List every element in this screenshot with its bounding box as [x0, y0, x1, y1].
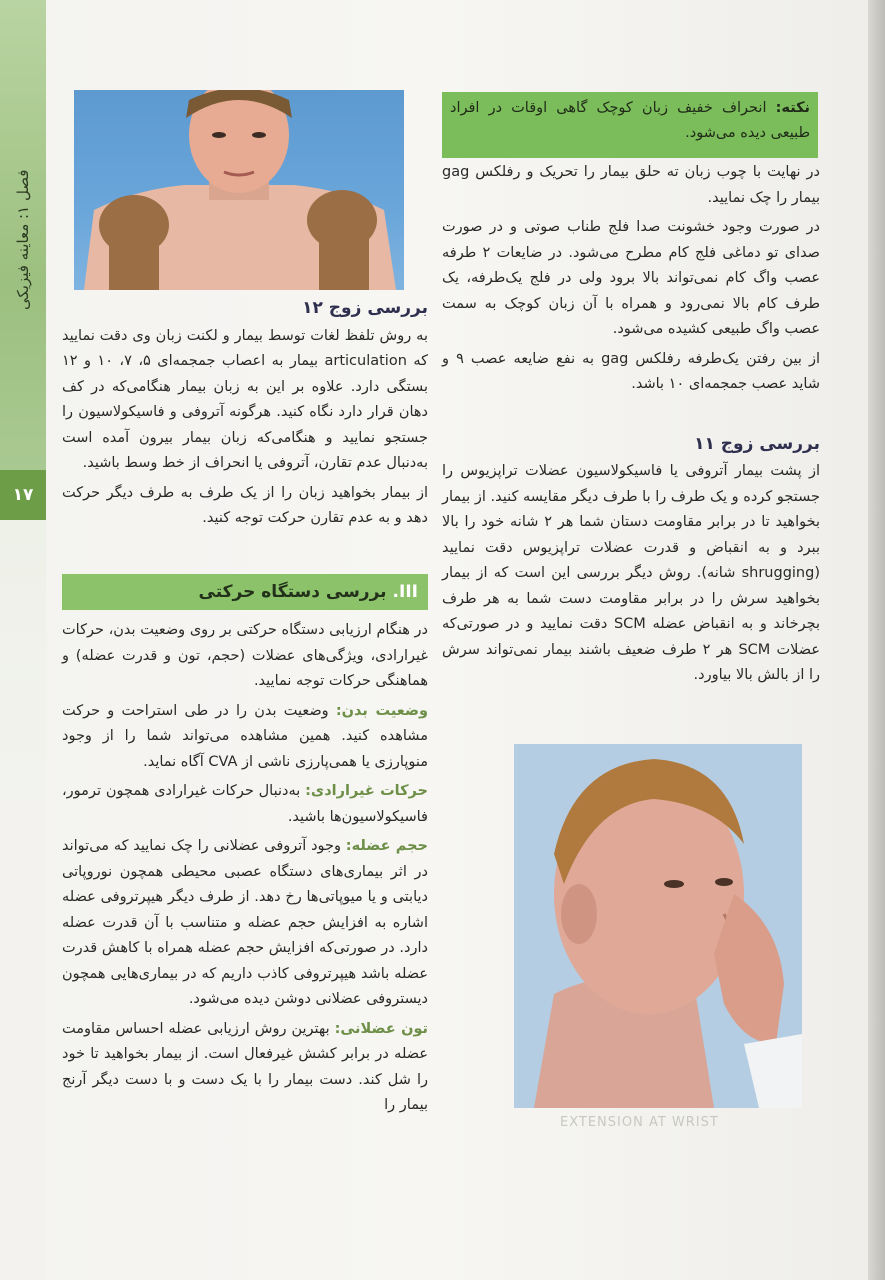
right-column	[442, 160, 820, 693]
paragraph: از بین رفتن یک‌طرفه رفلکس gag به نفع ضایعه عصب ۹ و شاید عصب جمجمه‌ای ۱۰ باشد.	[442, 350, 820, 392]
note-label: نکته:	[775, 100, 810, 116]
item-posture	[62, 699, 428, 776]
note-box	[442, 92, 818, 158]
left-column	[62, 296, 428, 536]
paragraph: به روش تلفظ لغات توسط بیمار و لکنت زبان وی دقت نمایید که articulation بیمار به اعصاب جمجمه‌ای ۵، ۷، ۱۰ و ۱۲ بستگی دارد. علاوه بر این به زبان بیمار هنگامی‌که در کف دهان قرار دارد نگاه کنید. هرگونه آتروفی و فاسیکولاسیون را جستجو نمایید و هنگامی‌که زبان بیمار بیرون آمده است به‌دنبال عدم تقارن، آتروفی یا انحراف از خط وسط باشید.	[62, 327, 428, 471]
photo-shoulder-shrug	[74, 90, 404, 290]
photo-shoulder-shrug-illustration	[74, 90, 404, 290]
heading-pair-12: بررسی زوج ۱۲	[302, 298, 428, 318]
item-bulk	[62, 834, 428, 1013]
faint-bleedthrough-text: EXTENSION AT WRIST	[560, 1115, 719, 1130]
side-strip-lower	[0, 520, 46, 1280]
page-number: ۱۷	[0, 470, 46, 520]
section-title: بررسی دستگاه حرکتی	[198, 582, 387, 602]
chapter-title: فصل ۱: معاینه فیزیکی	[14, 169, 32, 311]
note-text: انحراف خفیف زبان کوچک گاهی اوقات در افراد طبیعی دیده می‌شود.	[450, 100, 810, 141]
term: حرکات غیرارادی:	[305, 783, 428, 799]
term: حجم عضله:	[345, 838, 428, 854]
paragraph: در نهایت با چوب زبان ته حلق بیمار را تحریک و رفلکس gag بیمار را چک نمایید.	[442, 164, 820, 206]
paragraph: از بیمار بخواهید زبان را از یک طرف به طرف دیگر حرکت دهد و به عدم تقارن حرکت توجه کنید.	[62, 484, 428, 526]
item-text: وضعیت بدن را در طی استراحت و حرکت مشاهده کنید. همین مشاهده می‌تواند شما را از وجود منوپارزی یا همی‌پارزی ناشی از CVA آگاه نماید.	[62, 702, 428, 770]
heading-pair-11: بررسی زوج ۱۱	[694, 433, 820, 454]
item-text: به‌دنبال حرکات غیرارادی همچون ترمور، فاسیکولاسیون‌ها باشید.	[62, 783, 428, 825]
term: وضعیت بدن:	[335, 702, 428, 719]
item-involuntary	[62, 779, 428, 830]
paragraph: در صورت وجود خشونت صدا فلج طناب صوتی و در صورت صدای تو دماغی فلج کام مطرح می‌شود. در ضایعات ۲ طرفه عصب واگ کام نمی‌تواند بالا برود ولی در فلج یک‌طرفه، یک طرف کام بالا نمی‌رود و همراه با آن زبان کوچک به سمت عصب واگ طبیعی کشیده می‌شود.	[442, 219, 820, 337]
motor-section-body	[62, 618, 428, 1123]
item-text: بهترین روش ارزیابی عضله احساس مقاومت عضله در برابر کشش غیرفعال است. از بیمار بخواهید تا خود را شل کند. دست بیمار را با یک دست و با دست دیگر آرنج بیمار را	[62, 1020, 428, 1113]
chapter-side-strip	[0, 0, 46, 470]
section-number: III.	[392, 582, 418, 602]
item-tone	[62, 1017, 428, 1119]
paragraph: از پشت بیمار آتروفی یا فاسیکولاسیون عضلات تراپزیوس را جستجو کرده و یک طرف را با طرف دیگر مقایسه کنید. از بیمار بخواهید تا در برابر مقاومت دستان شما هر ۲ شانه خود را بالا ببرد و به انقباض و قدرت عضلات تراپزیوس دقت نمایید (shrugging شانه). روش دیگر بررسی این است که از بیمار بخواهید سرش را در برابر مقاومت دست شما به هر طرف بچرخاند و به انقباض عضله SCM دقت نمایید و در صورتی‌که عضلات SCM هر ۲ طرف ضعیف باشند بیمار نمی‌تواند سرش را از بالش بالا بیاورد.	[442, 463, 820, 683]
photo-head-turn-illustration	[514, 744, 802, 1108]
page-edge	[868, 0, 885, 1280]
paragraph: در هنگام ارزیابی دستگاه حرکتی بر روی وضعیت بدن، حرکات غیرارادی، ویژگی‌های عضلات (حجم، تون و قدرت عضله) و هماهنگی حرکات توجه نمایید.	[62, 622, 428, 689]
photo-head-turn	[514, 744, 802, 1108]
section-header-motor	[62, 574, 428, 610]
item-text: وجود آتروفی عضلانی را چک نمایید که می‌تواند در اثر بیماری‌های دستگاه عصبی محیطی همچون نوروپاتی دیابتی و یا میوپاتی‌ها رخ دهد. از طرف دیگر هیپرتروفی عضله اشاره به افزایش حجم عضله و متناسب با آن قدرت عضله دارد. در صورتی‌که افزایش حجم عضله همراه با کاهش قدرت عضله باشد هیپرتروفی کاذب داریم که در بیماری‌هایی همچون دیستروفی عضلانی دوشن دیده می‌شود.	[62, 838, 428, 1007]
term: تون عضلانی:	[334, 1020, 428, 1037]
